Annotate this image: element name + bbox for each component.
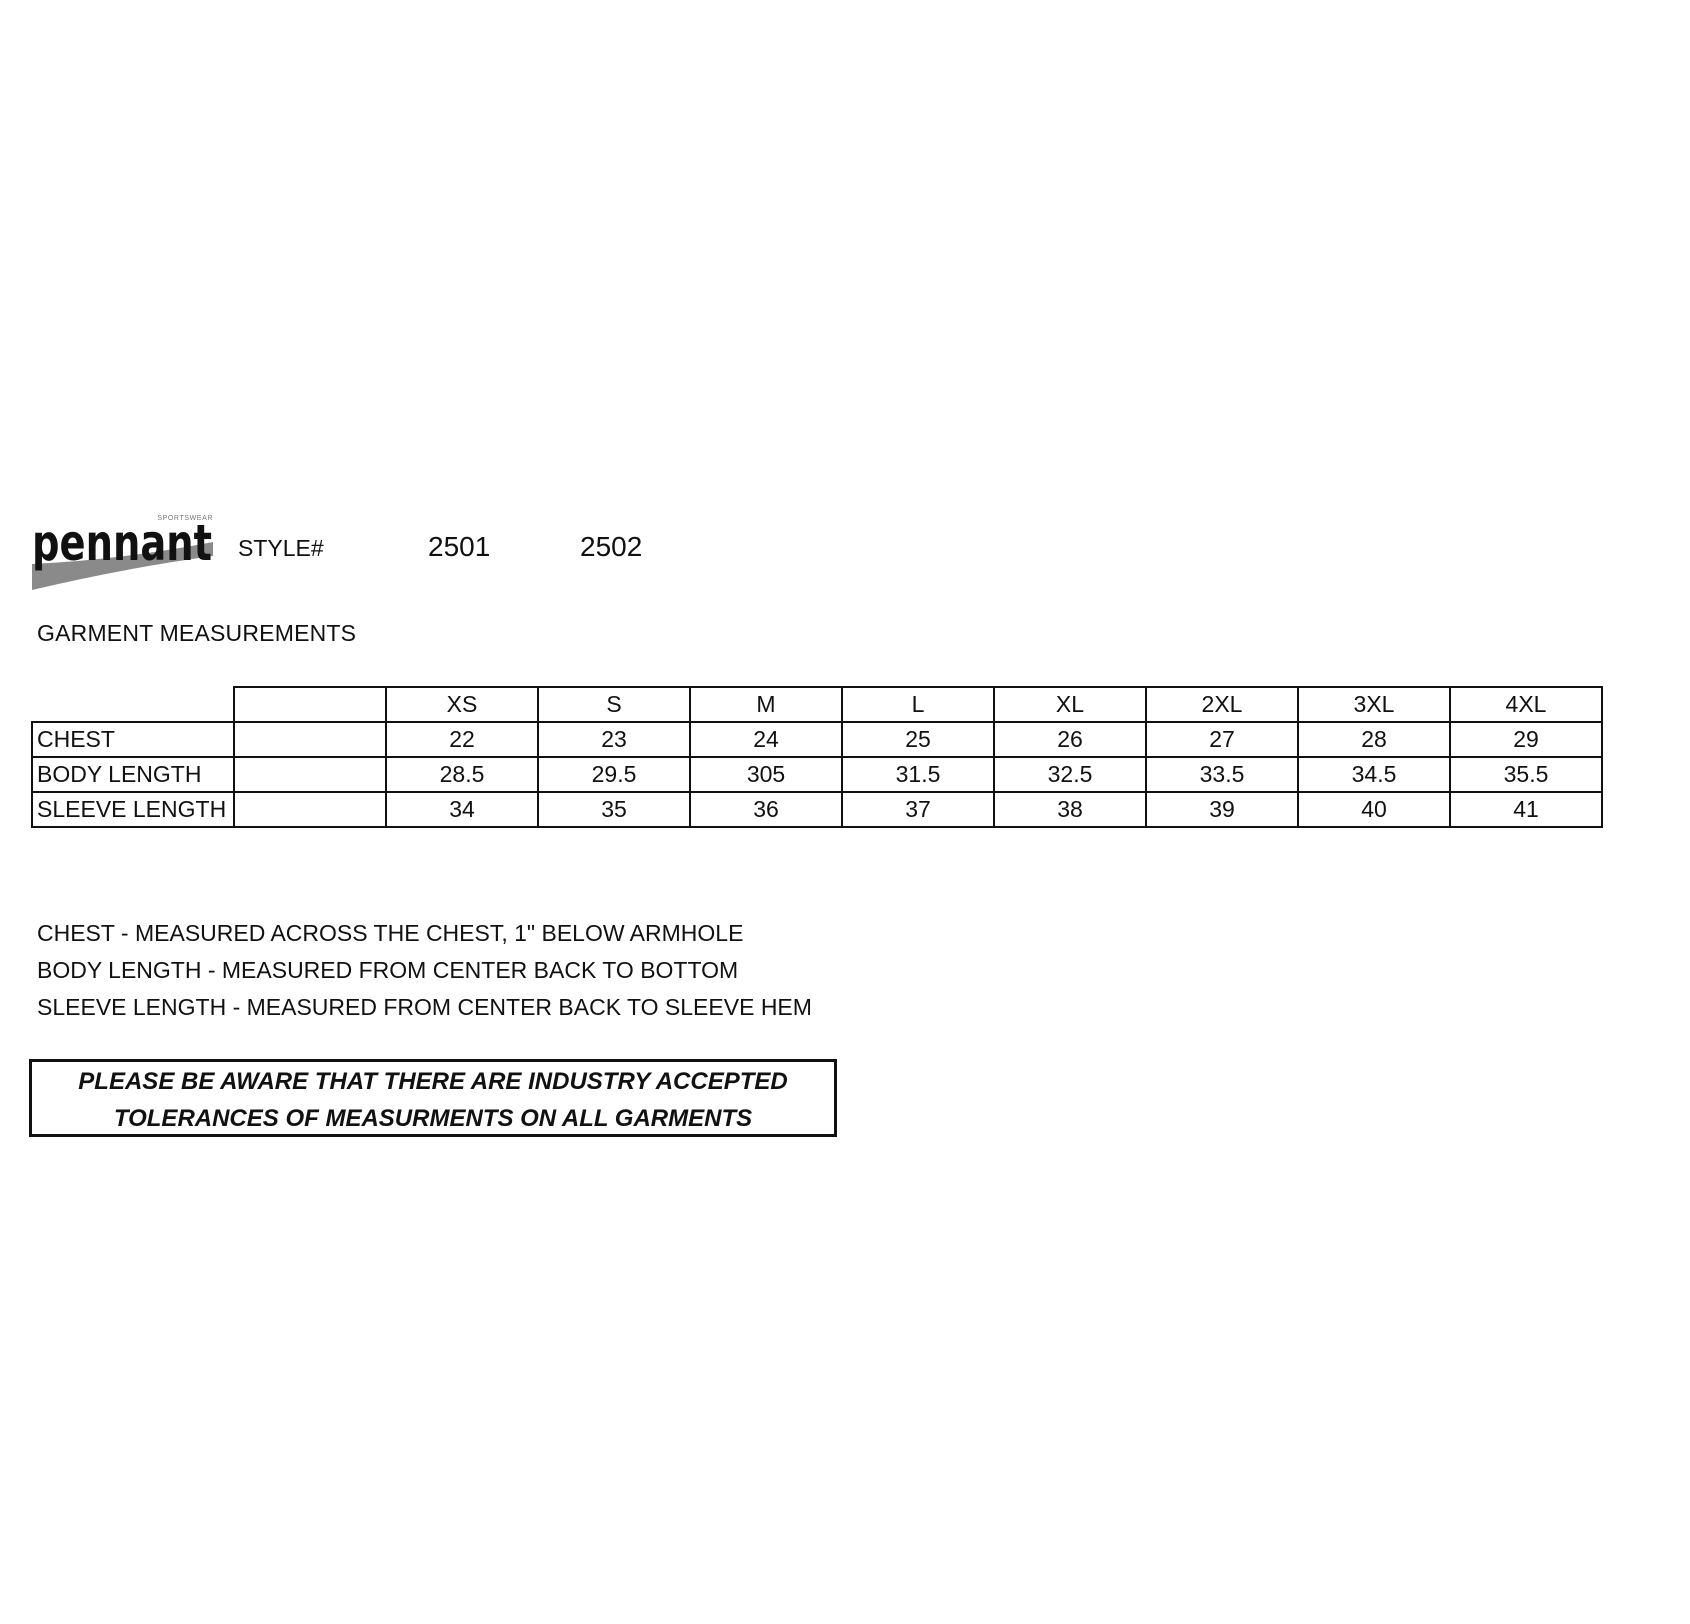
table-cell: 23 xyxy=(538,722,690,757)
tolerance-disclaimer xyxy=(29,1059,837,1137)
table-cell: 28 xyxy=(1298,722,1450,757)
table-cell: 37 xyxy=(842,792,994,827)
row-label-chest: CHEST xyxy=(32,722,234,757)
disclaimer-line-1: PLEASE BE AWARE THAT THERE ARE INDUSTRY ACCEPTED xyxy=(78,1068,788,1095)
pennant-logo-mark xyxy=(30,512,216,590)
table-blank-cell xyxy=(234,792,386,827)
size-header-m: M xyxy=(690,687,842,722)
row-label-sleeve-length: SLEEVE LENGTH xyxy=(32,792,234,827)
table-cell: 28.5 xyxy=(386,757,538,792)
pennant-logo xyxy=(30,512,216,590)
style-number-2: 2502 xyxy=(580,531,643,562)
table-row xyxy=(32,792,1602,827)
table-cell: 34 xyxy=(386,792,538,827)
table-cell: 35 xyxy=(538,792,690,827)
table-cell: 25 xyxy=(842,722,994,757)
style-number-1: 2501 xyxy=(428,531,491,562)
section-title: GARMENT MEASUREMENTS xyxy=(37,620,357,646)
table-cell: 41 xyxy=(1450,792,1602,827)
table-cell: 34.5 xyxy=(1298,757,1450,792)
table-cell: 39 xyxy=(1146,792,1298,827)
table-cell: 38 xyxy=(994,792,1146,827)
table-cell: 24 xyxy=(690,722,842,757)
row-label-body-length: BODY LENGTH xyxy=(32,757,234,792)
table-corner-cell xyxy=(32,687,234,722)
size-header-l: L xyxy=(842,687,994,722)
table-blank-cell xyxy=(234,722,386,757)
table-cell: 29.5 xyxy=(538,757,690,792)
table-blank-header-cell xyxy=(234,687,386,722)
note-sleeve-length: SLEEVE LENGTH - MEASURED FROM CENTER BACK TO SLEEVE HEM xyxy=(37,994,812,1020)
table-row xyxy=(32,722,1602,757)
table-cell: 29 xyxy=(1450,722,1602,757)
logo-subtext: SPORTSWEAR xyxy=(157,515,213,522)
note-chest: CHEST - MEASURED ACROSS THE CHEST, 1" BELOW ARMHOLE xyxy=(37,920,744,946)
table-cell: 32.5 xyxy=(994,757,1146,792)
table-cell: 36 xyxy=(690,792,842,827)
table-cell: 27 xyxy=(1146,722,1298,757)
logo-wordmark: pennant xyxy=(32,514,212,572)
size-chart-table xyxy=(31,686,1603,828)
table-cell: 26 xyxy=(994,722,1146,757)
measurement-notes xyxy=(37,915,812,1026)
table-blank-cell xyxy=(234,757,386,792)
table-cell: 33.5 xyxy=(1146,757,1298,792)
table-cell: 31.5 xyxy=(842,757,994,792)
size-header-s: S xyxy=(538,687,690,722)
table-cell: 35.5 xyxy=(1450,757,1602,792)
table-header-row xyxy=(32,687,1602,722)
table-cell: 22 xyxy=(386,722,538,757)
size-header-xs: XS xyxy=(386,687,538,722)
size-header-xl: XL xyxy=(994,687,1146,722)
size-header-4xl: 4XL xyxy=(1450,687,1602,722)
style-label: STYLE# xyxy=(238,535,324,561)
table-cell: 305 xyxy=(690,757,842,792)
table-row xyxy=(32,757,1602,792)
table-cell: 40 xyxy=(1298,792,1450,827)
size-header-2xl: 2XL xyxy=(1146,687,1298,722)
disclaimer-line-2: TOLERANCES OF MEASURMENTS ON ALL GARMENTS xyxy=(113,1105,753,1132)
size-header-3xl: 3XL xyxy=(1298,687,1450,722)
note-body-length: BODY LENGTH - MEASURED FROM CENTER BACK TO BOTTOM xyxy=(37,957,739,983)
